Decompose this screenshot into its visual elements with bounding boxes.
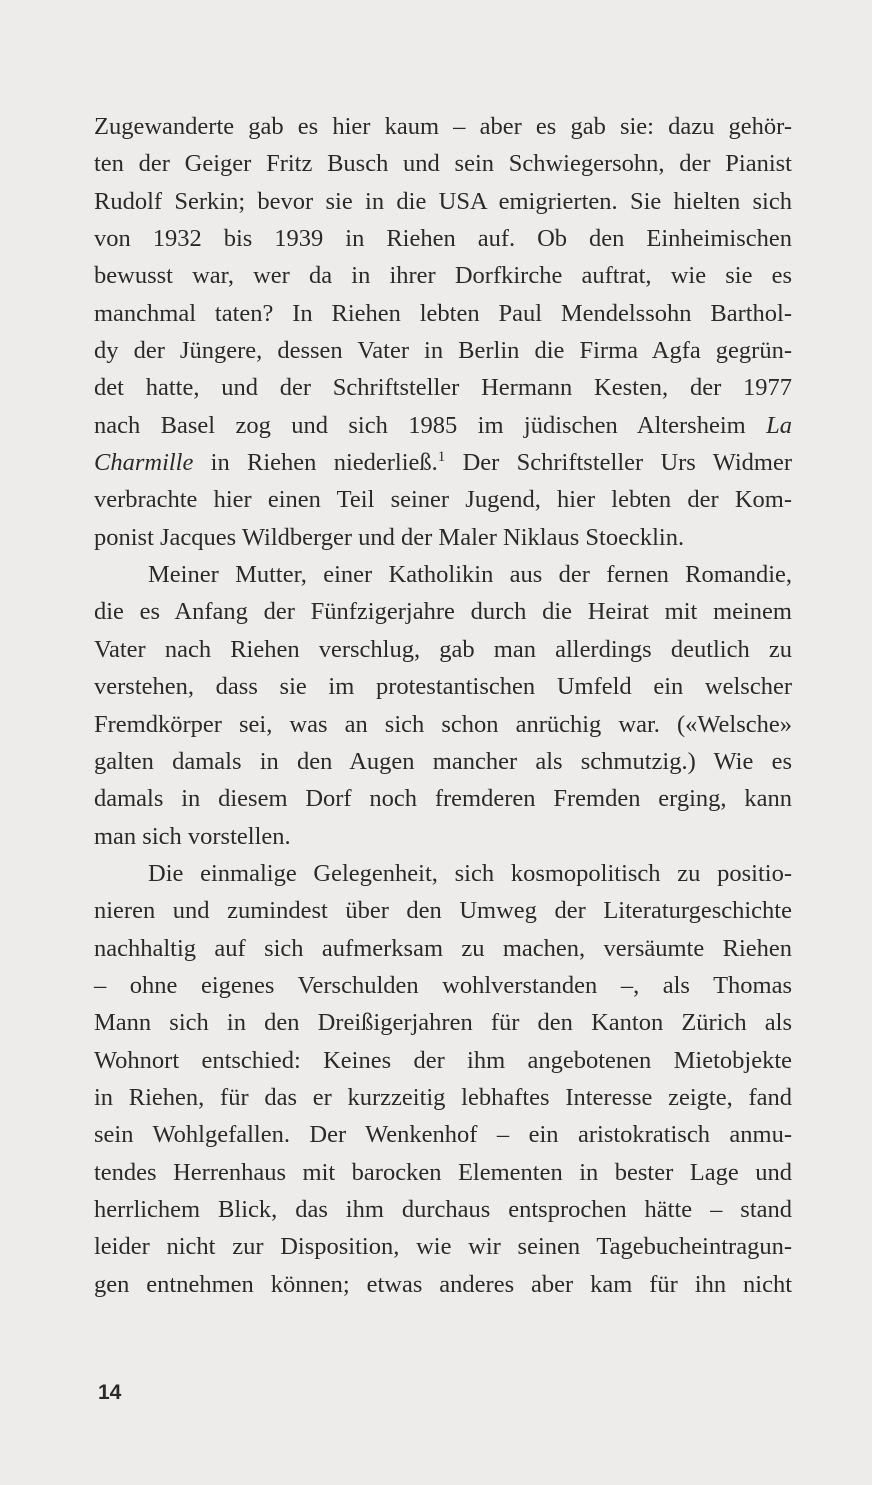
- text-line: [94, 444, 792, 481]
- text-segment: Rudolf Serkin; bevor sie in die USA emigrierten. Sie hielten sich: [94, 187, 792, 215]
- text-segment: von 1932 bis 1939 in Riehen auf. Ob den Einheimischen: [94, 225, 792, 253]
- text-line: [94, 1266, 792, 1303]
- text-line: [94, 556, 792, 593]
- text-segment: ponist Jacques Wildberger und der Maler Niklaus Stoecklin.: [94, 523, 685, 551]
- text-line: [94, 855, 792, 892]
- text-segment: manchmal taten? In Riehen lebten Paul Mendelssohn Barthol-: [94, 299, 792, 327]
- text-segment: nachhaltig auf sich aufmerksam zu machen, versäumte Riehen: [94, 934, 792, 962]
- text-line: [94, 593, 792, 630]
- paragraph: [94, 108, 792, 556]
- italic-text: Charmille: [94, 449, 194, 477]
- text-segment: galten damals in den Augen mancher als schmutzig.) Wie es: [94, 747, 792, 775]
- text-segment: Wohnort entschied: Keines der ihm angebotenen Mietobjekte: [94, 1046, 792, 1074]
- text-line: [94, 220, 792, 257]
- text-line: [94, 1079, 792, 1116]
- text-line: [94, 183, 792, 220]
- text-line: [94, 332, 792, 369]
- text-line: [94, 1116, 792, 1153]
- text-segment: Der Schriftsteller Urs Widmer: [445, 449, 792, 477]
- text-segment: verstehen, dass sie im protestantischen Umfeld ein welscher: [94, 673, 792, 701]
- text-line: [94, 631, 792, 668]
- text-segment: verbrachte hier einen Teil seiner Jugend, hier lebten der Kom-: [94, 486, 792, 514]
- text-segment: bewusst war, wer da in ihrer Dorfkirche auftrat, wie sie es: [94, 262, 792, 290]
- text-line: [94, 1228, 792, 1265]
- text-line: [94, 706, 792, 743]
- text-line: [94, 481, 792, 518]
- text-line: [94, 892, 792, 929]
- text-segment: damals in diesem Dorf noch fremderen Fremden erging, kann: [94, 785, 792, 813]
- text-segment: Fremdkörper sei, was an sich schon anrüchig war. («Welsche»: [94, 710, 792, 738]
- text-line: [94, 369, 792, 406]
- text-line: [94, 930, 792, 967]
- text-line: [94, 1154, 792, 1191]
- text-segment: nach Basel zog und sich 1985 im jüdischen Altersheim: [94, 411, 767, 439]
- paragraph: [94, 556, 792, 855]
- text-segment: nieren und zumindest über den Umweg der Literaturgeschichte: [94, 897, 792, 925]
- text-segment: Zugewanderte gab es hier kaum – aber es gab sie: dazu gehör-: [94, 113, 792, 140]
- text-line: [94, 519, 792, 556]
- text-segment: dy der Jüngere, dessen Vater in Berlin die Firma Agfa gegrün-: [94, 337, 792, 365]
- text-segment: in Riehen, für das er kurzzeitig lebhaftes Interesse zeigte, fand: [94, 1083, 792, 1111]
- text-segment: man sich vorstellen.: [94, 822, 291, 850]
- text-line: [94, 780, 792, 817]
- text-segment: die es Anfang der Fünfzigerjahre durch die Heirat mit meinem: [94, 598, 792, 626]
- text-line: [94, 295, 792, 332]
- text-segment: – ohne eigenes Verschulden wohlverstanden –, als Thomas: [94, 971, 792, 999]
- text-segment: det hatte, und der Schriftsteller Hermann Kesten, der 1977: [94, 374, 792, 402]
- text-segment: herrlichem Blick, das ihm durchaus entsprochen hätte – stand: [94, 1195, 792, 1223]
- text-segment: Vater nach Riehen verschlug, gab man allerdings deutlich zu: [94, 635, 792, 663]
- text-segment: sein Wohlgefallen. Der Wenkenhof – ein aristokratisch anmu-: [94, 1121, 792, 1149]
- text-segment: Meiner Mutter, einer Katholikin aus der fernen Romandie,: [148, 561, 792, 589]
- text-segment: in Riehen niederließ.: [193, 449, 438, 477]
- text-line: [94, 407, 792, 444]
- page-number: 14: [98, 1381, 122, 1404]
- text-segment: tendes Herrenhaus mit barocken Elementen in bester Lage und: [94, 1158, 792, 1186]
- text-line: [94, 108, 792, 145]
- text-segment: Mann sich in den Dreißigerjahren für den Kanton Zürich als: [94, 1009, 792, 1037]
- text-line: [94, 1191, 792, 1228]
- text-line: [94, 668, 792, 705]
- paragraph: [94, 855, 792, 1303]
- text-line: [94, 743, 792, 780]
- text-line: [94, 967, 792, 1004]
- text-line: [94, 818, 792, 855]
- body-text: [94, 108, 792, 1303]
- text-segment: leider nicht zur Disposition, wie wir seinen Tagebucheintragun-: [94, 1233, 792, 1261]
- text-segment: Die einmalige Gelegenheit, sich kosmopolitisch zu positio-: [148, 859, 792, 887]
- text-line: [94, 145, 792, 182]
- footnote-marker[interactable]: 1: [437, 449, 446, 466]
- italic-text: La: [766, 411, 792, 439]
- text-line: [94, 1004, 792, 1041]
- text-line: [94, 257, 792, 294]
- text-segment: ten der Geiger Fritz Busch und sein Schwiegersohn, der Pianist: [94, 150, 792, 178]
- text-line: [94, 1042, 792, 1079]
- text-segment: gen entnehmen können; etwas anderes aber kam für ihn nicht: [94, 1270, 792, 1298]
